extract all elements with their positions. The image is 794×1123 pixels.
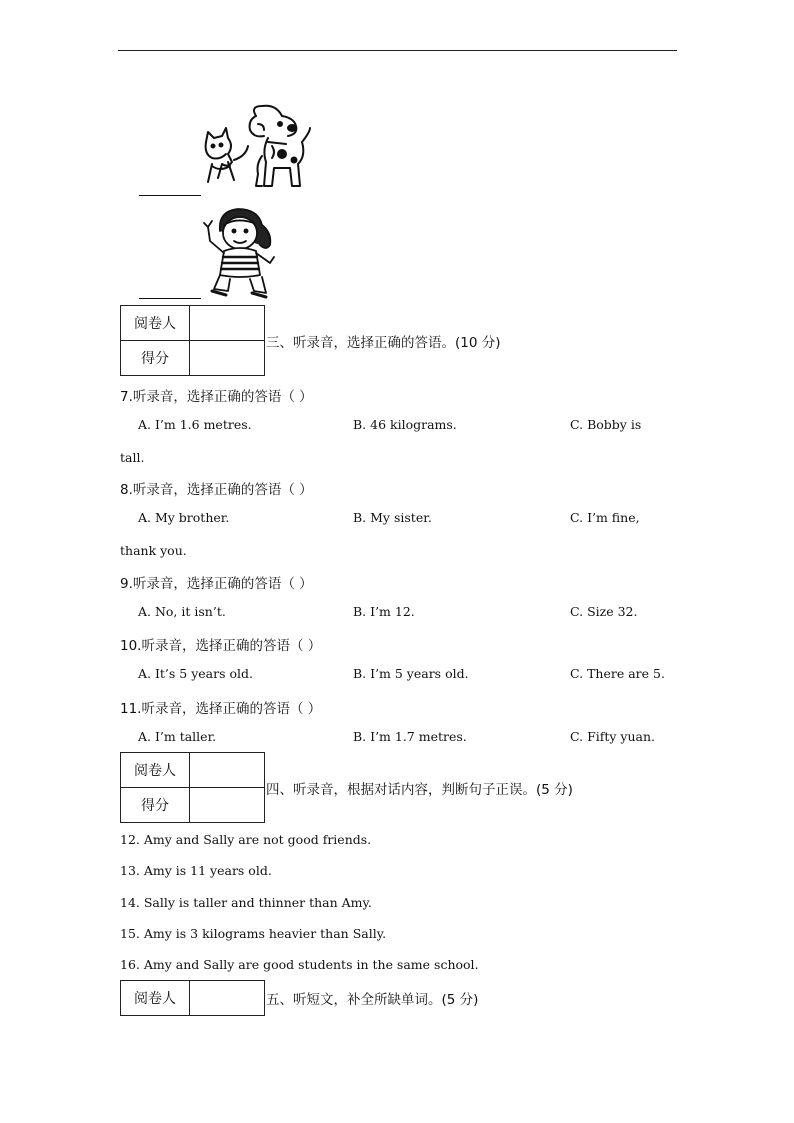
girl-illustration [200, 205, 280, 299]
reviewer-label: 阅卷人 [121, 753, 190, 788]
reviewer-label: 阅卷人 [121, 306, 190, 341]
q9-option-c[interactable]: C. Size 32. [570, 604, 638, 619]
question-stem: 听录音，选择正确的答语（ ） [132, 482, 313, 498]
statement-14: 14. Sally is taller and thinner than Amy. [120, 895, 372, 910]
statement-15: 15. Amy is 3 kilograms heavier than Sally. [120, 926, 387, 941]
question-10 [120, 634, 321, 654]
header-rule [118, 50, 677, 51]
question-number: 7. [120, 389, 133, 405]
score-box-section-4 [120, 752, 265, 823]
score-box-section-5 [120, 980, 265, 1016]
question-number: 8. [120, 482, 133, 498]
section-3-title: 三、听录音，选择正确的答语。(10 分) [266, 335, 501, 351]
question-stem: 听录音，选择正确的答语（ ） [141, 701, 322, 717]
q11-option-c[interactable]: C. Fifty yuan. [570, 729, 656, 744]
score-field[interactable] [190, 788, 265, 823]
q8-option-b[interactable]: B. My sister. [353, 510, 432, 525]
q8-option-c-continued: thank you. [120, 543, 187, 558]
score-label: 得分 [121, 341, 190, 376]
q8-option-c[interactable]: C. I’m fine, [570, 510, 640, 525]
q9-option-b[interactable]: B. I’m 12. [353, 604, 415, 619]
q9-option-a[interactable]: A. No, it isn’t. [138, 604, 226, 619]
q10-option-a[interactable]: A. It’s 5 years old. [138, 666, 253, 681]
score-box-section-3 [120, 305, 265, 376]
question-8 [120, 478, 313, 498]
q11-option-b[interactable]: B. I’m 1.7 metres. [353, 729, 467, 744]
reviewer-label: 阅卷人 [121, 981, 190, 1016]
score-label: 得分 [121, 788, 190, 823]
question-7 [120, 385, 313, 405]
answer-blank-1[interactable] [139, 195, 201, 196]
question-number: 10. [120, 638, 142, 654]
question-number: 9. [120, 576, 133, 592]
statement-16: 16. Amy and Sally are good students in the same school. [120, 957, 479, 972]
reviewer-field[interactable] [190, 981, 265, 1016]
answer-blank-2[interactable] [139, 298, 201, 299]
q7-option-a[interactable]: A. I’m 1.6 metres. [138, 417, 252, 432]
q10-option-c[interactable]: C. There are 5. [570, 666, 665, 681]
question-stem: 听录音，选择正确的答语（ ） [132, 576, 313, 592]
q10-option-b[interactable]: B. I’m 5 years old. [353, 666, 469, 681]
question-9 [120, 572, 313, 592]
question-number: 11. [120, 701, 142, 717]
q7-option-c-continued: tall. [120, 450, 145, 465]
question-stem: 听录音，选择正确的答语（ ） [132, 389, 313, 405]
statement-12: 12. Amy and Sally are not good friends. [120, 832, 372, 847]
score-field[interactable] [190, 341, 265, 376]
question-stem: 听录音，选择正确的答语（ ） [141, 638, 322, 654]
cat-and-dog-illustration [198, 102, 316, 192]
q7-option-c[interactable]: C. Bobby is [570, 417, 642, 432]
section-4-title: 四、听录音，根据对话内容，判断句子正误。(5 分) [266, 782, 573, 798]
section-5-title: 五、听短文，补全所缺单词。(5 分) [266, 992, 479, 1008]
q8-option-a[interactable]: A. My brother. [138, 510, 230, 525]
q7-option-b[interactable]: B. 46 kilograms. [353, 417, 457, 432]
statement-13: 13. Amy is 11 years old. [120, 863, 272, 878]
q11-option-a[interactable]: A. I’m taller. [138, 729, 217, 744]
reviewer-field[interactable] [190, 753, 265, 788]
question-11 [120, 697, 321, 717]
reviewer-field[interactable] [190, 306, 265, 341]
